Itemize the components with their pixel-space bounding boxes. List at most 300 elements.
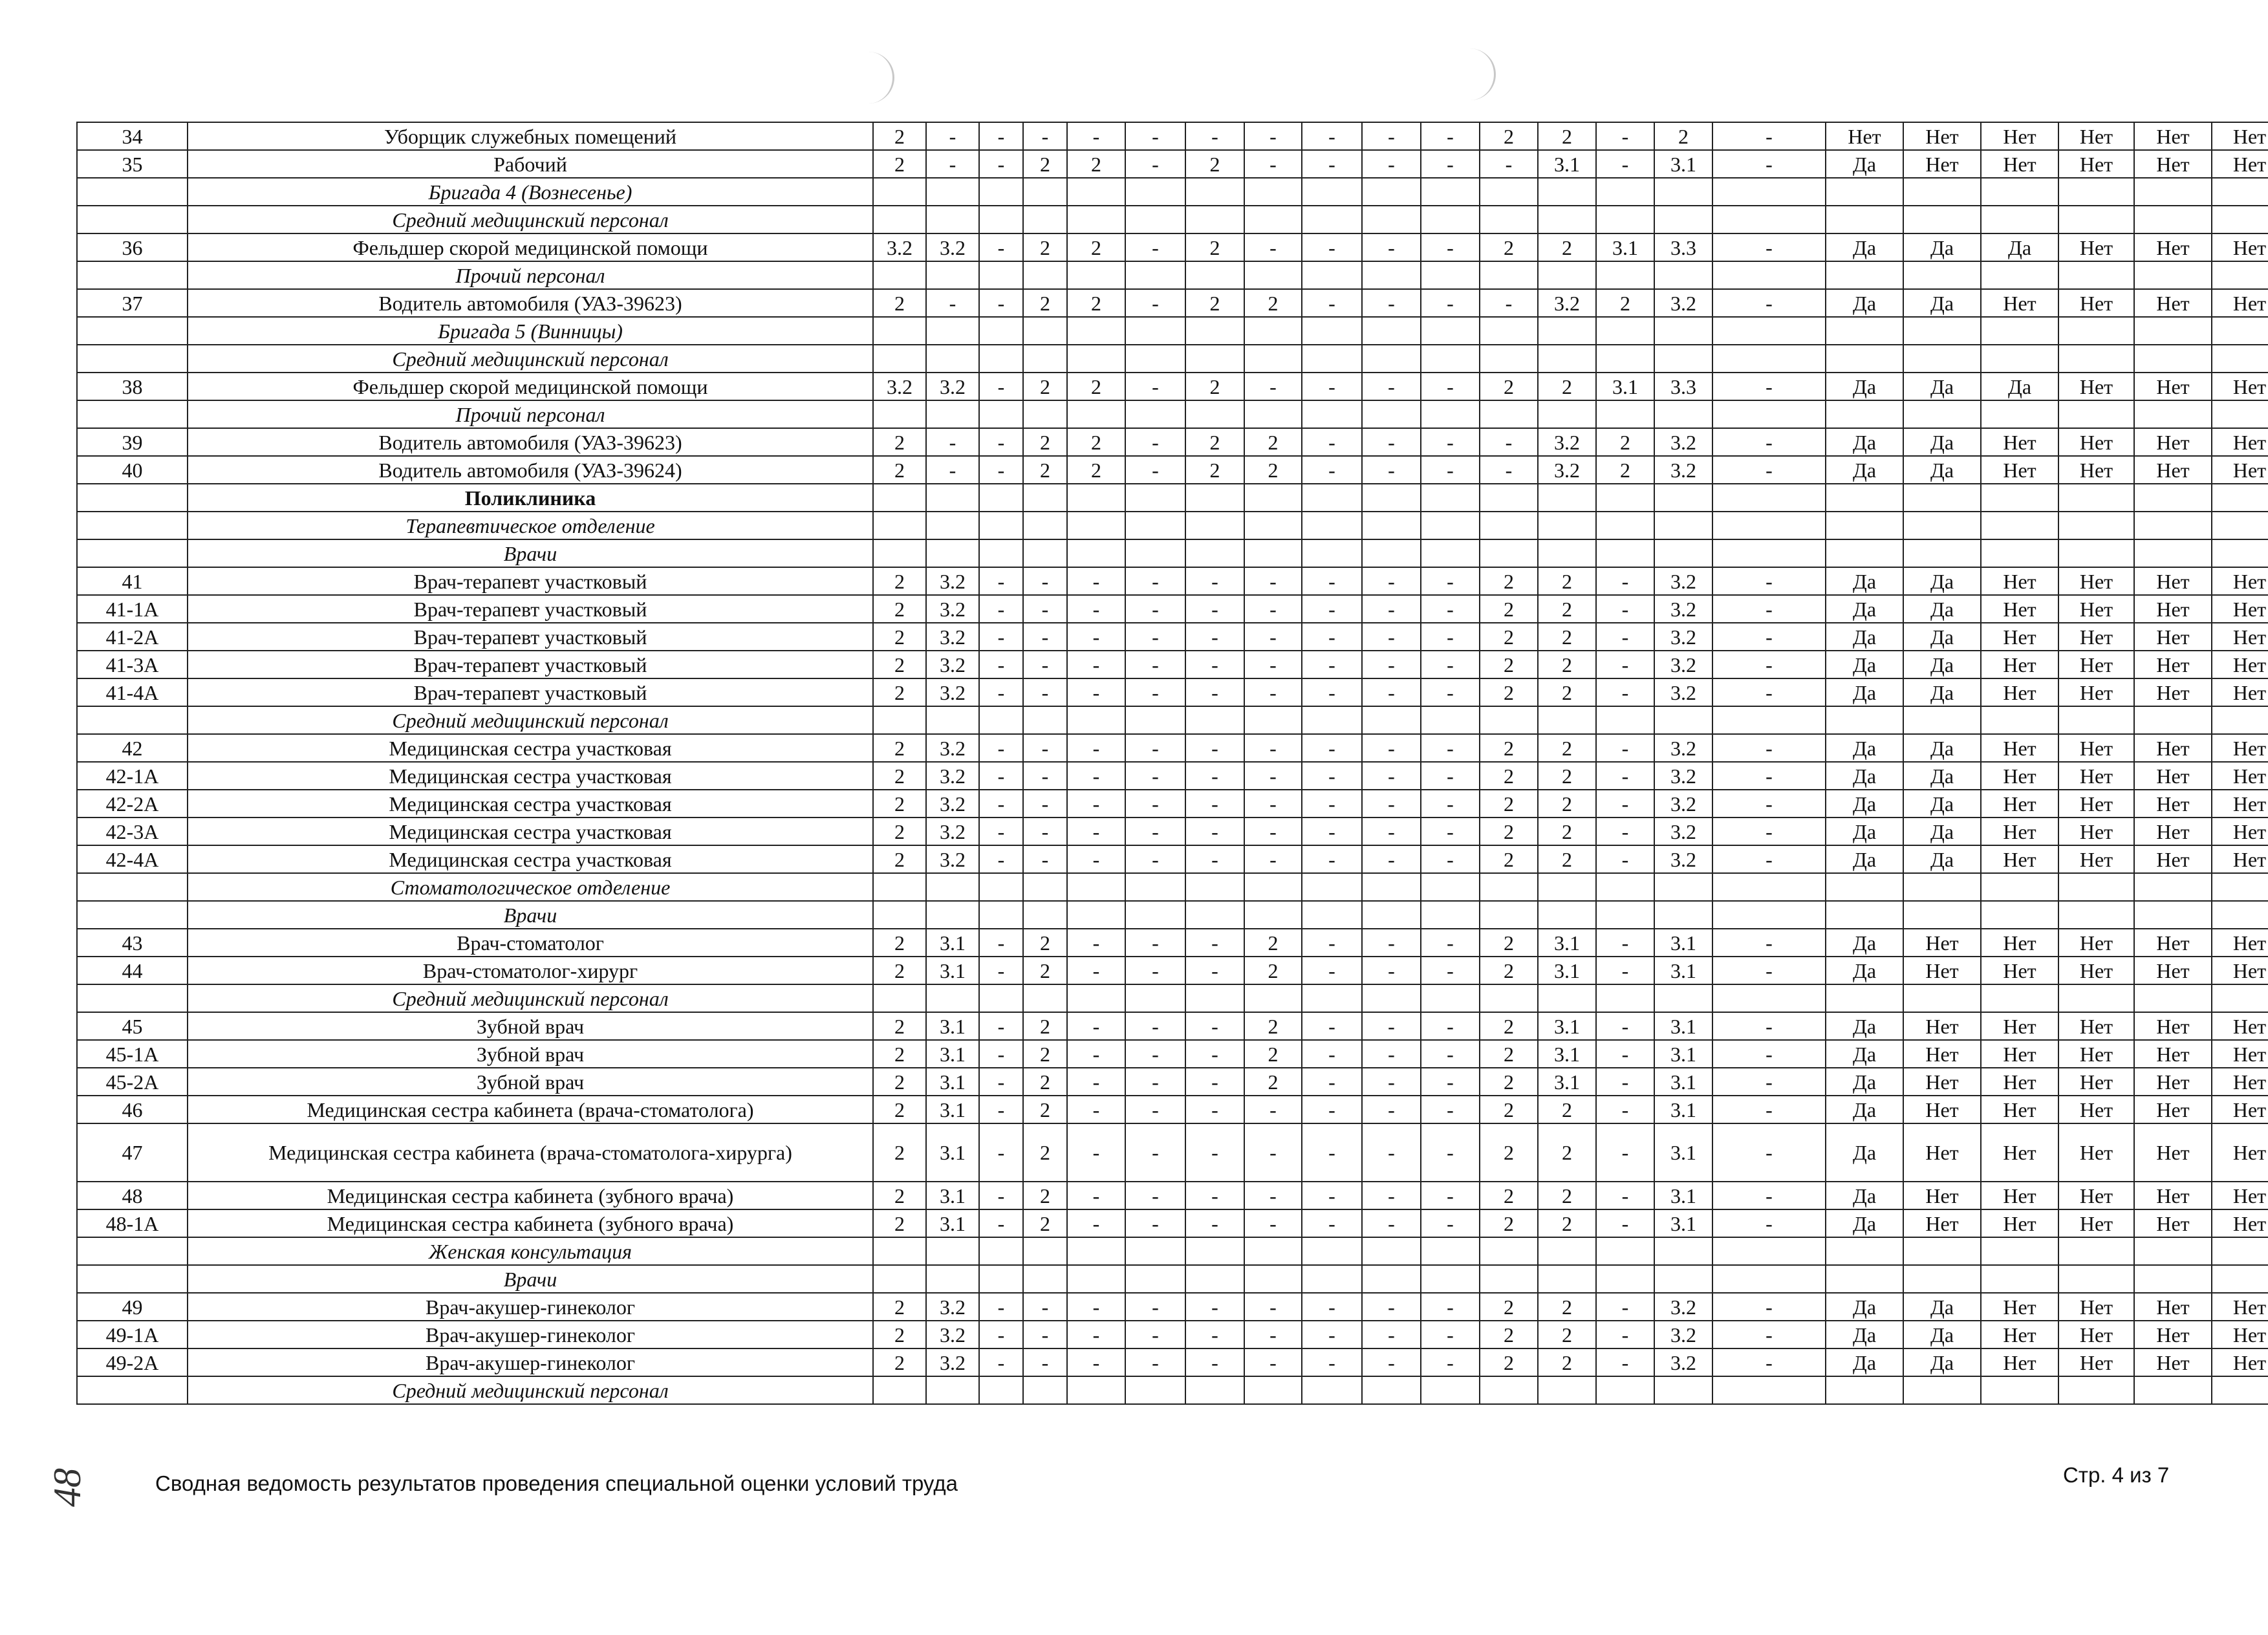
value-cell: -: [1244, 1182, 1302, 1209]
value-cell: Да: [1903, 1321, 1981, 1348]
value-cell: 2: [1480, 233, 1538, 261]
row-number-cell: 46: [77, 1096, 188, 1123]
value-cell: -: [1480, 150, 1538, 178]
table-section-row: [77, 178, 2268, 206]
value-cell: Да: [1903, 595, 1981, 623]
row-number-cell: [77, 178, 188, 206]
section-label-cell: Средний медицинский персонал: [188, 206, 873, 233]
value-cell: -: [1421, 1321, 1480, 1348]
value-cell: -: [1185, 678, 1244, 706]
department-heading-cell: Поликлиника: [188, 484, 873, 512]
value-cell: [1903, 1376, 1981, 1404]
value-cell: -: [1712, 1293, 1826, 1321]
value-cell: [1538, 1237, 1596, 1265]
value-cell: [873, 901, 926, 929]
value-cell: [1362, 706, 1421, 734]
value-cell: -: [979, 122, 1023, 150]
position-name-cell: Врач-терапевт участковый: [188, 595, 873, 623]
value-cell: [1538, 345, 1596, 373]
value-cell: -: [1185, 957, 1244, 984]
value-cell: -: [1125, 1293, 1185, 1321]
value-cell: Да: [1903, 233, 1981, 261]
position-name-cell: Медицинская сестра кабинета (зубного врача): [188, 1209, 873, 1237]
value-cell: -: [1023, 122, 1067, 150]
value-cell: [1826, 484, 1903, 512]
value-cell: [1362, 984, 1421, 1012]
table-row: [77, 651, 2268, 678]
value-cell: 2: [873, 1012, 926, 1040]
value-cell: [1302, 873, 1362, 901]
value-cell: [1185, 206, 1244, 233]
value-cell: [1125, 178, 1185, 206]
value-cell: Да: [1826, 428, 1903, 456]
value-cell: -: [1067, 651, 1125, 678]
value-cell: [1067, 1237, 1125, 1265]
value-cell: [873, 261, 926, 289]
value-cell: -: [979, 790, 1023, 817]
value-cell: -: [1596, 150, 1654, 178]
table-section-row: [77, 512, 2268, 539]
value-cell: -: [1421, 762, 1480, 790]
value-cell: Нет: [2058, 1068, 2134, 1096]
value-cell: -: [1125, 1123, 1185, 1182]
value-cell: 2: [1480, 678, 1538, 706]
value-cell: [1596, 1237, 1654, 1265]
value-cell: [1981, 984, 2058, 1012]
value-cell: 3.2: [926, 734, 979, 762]
value-cell: 2: [1067, 428, 1125, 456]
value-cell: [2058, 1265, 2134, 1293]
value-cell: 3.1: [926, 1209, 979, 1237]
value-cell: Да: [1826, 1209, 1903, 1237]
value-cell: [1480, 484, 1538, 512]
value-cell: 2: [1538, 595, 1596, 623]
value-cell: [1538, 1265, 1596, 1293]
value-cell: 3.2: [1654, 623, 1712, 651]
value-cell: [1654, 512, 1712, 539]
value-cell: -: [1362, 1209, 1421, 1237]
value-cell: [873, 512, 926, 539]
row-number-cell: 41-3А: [77, 651, 188, 678]
value-cell: [926, 1265, 979, 1293]
value-cell: [873, 317, 926, 345]
value-cell: 2: [1067, 233, 1125, 261]
handwritten-page-note: 48: [46, 1468, 89, 1507]
value-cell: [1421, 400, 1480, 428]
value-cell: -: [1302, 1293, 1362, 1321]
row-number-cell: 34: [77, 122, 188, 150]
value-cell: Нет: [2058, 734, 2134, 762]
value-cell: Нет: [2212, 289, 2268, 317]
value-cell: -: [1712, 762, 1826, 790]
value-cell: 2: [1023, 957, 1067, 984]
value-cell: Нет: [2212, 790, 2268, 817]
value-cell: -: [1302, 929, 1362, 957]
value-cell: 2: [1023, 456, 1067, 484]
value-cell: [1480, 317, 1538, 345]
value-cell: -: [1185, 817, 1244, 845]
value-cell: 3.2: [1654, 1348, 1712, 1376]
value-cell: Нет: [1981, 289, 2058, 317]
value-cell: 2: [1480, 845, 1538, 873]
value-cell: 2: [873, 456, 926, 484]
value-cell: Нет: [2134, 790, 2212, 817]
value-cell: [1023, 345, 1067, 373]
value-cell: [1480, 345, 1538, 373]
value-cell: [1067, 984, 1125, 1012]
position-name-cell: Врач-стоматолог: [188, 929, 873, 957]
row-number-cell: 48: [77, 1182, 188, 1209]
value-cell: [1903, 178, 1981, 206]
value-cell: [1903, 345, 1981, 373]
value-cell: Да: [1903, 1293, 1981, 1321]
value-cell: -: [979, 1209, 1023, 1237]
value-cell: -: [1712, 1123, 1826, 1182]
value-cell: [2212, 539, 2268, 567]
value-cell: 2: [1538, 651, 1596, 678]
table-row: [77, 1068, 2268, 1096]
value-cell: 3.1: [926, 957, 979, 984]
value-cell: [1712, 317, 1826, 345]
value-cell: Нет: [1826, 122, 1903, 150]
value-cell: -: [979, 1096, 1023, 1123]
value-cell: Нет: [2134, 233, 2212, 261]
value-cell: Нет: [2058, 595, 2134, 623]
value-cell: [1654, 178, 1712, 206]
value-cell: -: [1067, 1293, 1125, 1321]
value-cell: [979, 261, 1023, 289]
value-cell: -: [1067, 762, 1125, 790]
row-number-cell: 35: [77, 150, 188, 178]
value-cell: -: [1185, 1012, 1244, 1040]
value-cell: [2212, 873, 2268, 901]
value-cell: -: [1125, 428, 1185, 456]
value-cell: -: [1302, 1096, 1362, 1123]
value-cell: Нет: [2134, 1293, 2212, 1321]
value-cell: -: [1067, 929, 1125, 957]
value-cell: 3.1: [1654, 150, 1712, 178]
value-cell: 3.1: [1654, 1012, 1712, 1040]
value-cell: 3.2: [1654, 790, 1712, 817]
value-cell: Нет: [2134, 1348, 2212, 1376]
row-number-cell: [77, 901, 188, 929]
value-cell: Да: [1826, 456, 1903, 484]
value-cell: 2: [873, 623, 926, 651]
value-cell: [2212, 178, 2268, 206]
value-cell: [2212, 512, 2268, 539]
value-cell: -: [1362, 817, 1421, 845]
value-cell: -: [1596, 1348, 1654, 1376]
footer-document-title: Сводная ведомость результатов проведения специальной оценки условий труда: [155, 1471, 958, 1495]
value-cell: -: [1362, 1348, 1421, 1376]
value-cell: [1023, 206, 1067, 233]
value-cell: [1596, 345, 1654, 373]
value-cell: -: [926, 150, 979, 178]
value-cell: 3.2: [926, 233, 979, 261]
value-cell: -: [1712, 1040, 1826, 1068]
value-cell: -: [1421, 734, 1480, 762]
position-name-cell: Водитель автомобиля (УАЗ-39624): [188, 456, 873, 484]
value-cell: [979, 206, 1023, 233]
value-cell: [1185, 261, 1244, 289]
value-cell: [2212, 484, 2268, 512]
row-number-cell: 47: [77, 1123, 188, 1182]
position-name-cell: Фельдшер скорой медицинской помощи: [188, 233, 873, 261]
value-cell: [1185, 484, 1244, 512]
value-cell: -: [1302, 1068, 1362, 1096]
value-cell: 2: [1244, 1040, 1302, 1068]
value-cell: [1125, 901, 1185, 929]
value-cell: [1023, 261, 1067, 289]
value-cell: -: [1712, 1182, 1826, 1209]
value-cell: [1712, 512, 1826, 539]
value-cell: [1185, 512, 1244, 539]
value-cell: 2: [873, 678, 926, 706]
value-cell: [1421, 873, 1480, 901]
value-cell: Нет: [1981, 1040, 2058, 1068]
value-cell: Нет: [2212, 762, 2268, 790]
value-cell: -: [979, 150, 1023, 178]
value-cell: Нет: [2134, 1209, 2212, 1237]
value-cell: [1981, 317, 2058, 345]
position-name-cell: Медицинская сестра участковая: [188, 845, 873, 873]
value-cell: [1023, 317, 1067, 345]
value-cell: 3.1: [926, 1012, 979, 1040]
value-cell: [1712, 400, 1826, 428]
position-name-cell: Врач-терапевт участковый: [188, 623, 873, 651]
value-cell: 2: [873, 790, 926, 817]
value-cell: [1302, 261, 1362, 289]
value-cell: -: [1185, 1321, 1244, 1348]
position-name-cell: Водитель автомобиля (УАЗ-39623): [188, 289, 873, 317]
value-cell: 3.1: [926, 1040, 979, 1068]
table-section-row: [77, 261, 2268, 289]
value-cell: 2: [1538, 734, 1596, 762]
value-cell: [1596, 484, 1654, 512]
position-name-cell: Врач-акушер-гинеколог: [188, 1293, 873, 1321]
value-cell: [979, 873, 1023, 901]
value-cell: -: [1421, 150, 1480, 178]
row-number-cell: 41: [77, 567, 188, 595]
value-cell: 2: [873, 567, 926, 595]
value-cell: Нет: [2134, 623, 2212, 651]
value-cell: Нет: [2134, 373, 2212, 400]
value-cell: [873, 873, 926, 901]
value-cell: -: [1596, 1123, 1654, 1182]
value-cell: [1023, 1237, 1067, 1265]
punch-mark-left: [867, 52, 894, 103]
value-cell: 2: [1023, 1040, 1067, 1068]
value-cell: 2: [1538, 817, 1596, 845]
value-cell: -: [1712, 456, 1826, 484]
value-cell: Нет: [1981, 817, 2058, 845]
value-cell: [1362, 901, 1421, 929]
value-cell: -: [1596, 1040, 1654, 1068]
value-cell: [1023, 706, 1067, 734]
value-cell: [873, 178, 926, 206]
value-cell: 2: [873, 122, 926, 150]
value-cell: -: [1362, 734, 1421, 762]
value-cell: -: [1712, 790, 1826, 817]
value-cell: -: [1596, 1209, 1654, 1237]
value-cell: [1903, 901, 1981, 929]
value-cell: -: [1302, 623, 1362, 651]
value-cell: -: [1125, 762, 1185, 790]
value-cell: [2134, 317, 2212, 345]
value-cell: Нет: [2134, 929, 2212, 957]
value-cell: [1023, 1376, 1067, 1404]
value-cell: [1903, 539, 1981, 567]
value-cell: 2: [873, 428, 926, 456]
value-cell: Нет: [2058, 817, 2134, 845]
value-cell: Нет: [1903, 1096, 1981, 1123]
value-cell: [1244, 345, 1302, 373]
value-cell: [1480, 206, 1538, 233]
value-cell: Нет: [2212, 845, 2268, 873]
value-cell: [1981, 400, 2058, 428]
table-section-row: [77, 873, 2268, 901]
value-cell: Да: [1826, 1068, 1903, 1096]
value-cell: Да: [1826, 1012, 1903, 1040]
value-cell: -: [1302, 1209, 1362, 1237]
value-cell: [1067, 484, 1125, 512]
value-cell: [873, 539, 926, 567]
value-cell: -: [1596, 1182, 1654, 1209]
value-cell: [1023, 901, 1067, 929]
value-cell: -: [1712, 678, 1826, 706]
value-cell: 2: [1538, 567, 1596, 595]
row-number-cell: 49-1А: [77, 1321, 188, 1348]
value-cell: Нет: [1903, 150, 1981, 178]
value-cell: [2134, 1376, 2212, 1404]
value-cell: Нет: [1981, 567, 2058, 595]
position-name-cell: Медицинская сестра участковая: [188, 790, 873, 817]
value-cell: Нет: [2058, 929, 2134, 957]
value-cell: 2: [1244, 456, 1302, 484]
value-cell: 3.2: [1654, 595, 1712, 623]
value-cell: -: [979, 762, 1023, 790]
value-cell: 3.2: [1654, 428, 1712, 456]
value-cell: -: [1302, 1182, 1362, 1209]
value-cell: 3.2: [1654, 678, 1712, 706]
value-cell: [1826, 512, 1903, 539]
value-cell: 2: [1023, 373, 1067, 400]
value-cell: -: [1023, 1348, 1067, 1376]
value-cell: [1067, 901, 1125, 929]
section-label-cell: Терапевтическое отделение: [188, 512, 873, 539]
value-cell: 3.2: [1654, 734, 1712, 762]
value-cell: Да: [1826, 1321, 1903, 1348]
value-cell: [1244, 178, 1302, 206]
value-cell: [979, 512, 1023, 539]
value-cell: -: [1244, 150, 1302, 178]
value-cell: [2058, 539, 2134, 567]
value-cell: [1362, 539, 1421, 567]
value-cell: -: [1421, 373, 1480, 400]
value-cell: [1538, 261, 1596, 289]
table-row: [77, 1012, 2268, 1040]
value-cell: [1185, 1237, 1244, 1265]
value-cell: [1023, 400, 1067, 428]
value-cell: Нет: [2212, 428, 2268, 456]
value-cell: 2: [1480, 957, 1538, 984]
value-cell: [979, 484, 1023, 512]
value-cell: -: [1067, 1348, 1125, 1376]
value-cell: Нет: [1981, 1293, 2058, 1321]
row-number-cell: 41-4А: [77, 678, 188, 706]
value-cell: [1596, 178, 1654, 206]
value-cell: [1826, 873, 1903, 901]
value-cell: Да: [1826, 1182, 1903, 1209]
value-cell: [1023, 873, 1067, 901]
table-section-row: [77, 984, 2268, 1012]
value-cell: 3.2: [1538, 456, 1596, 484]
value-cell: -: [979, 651, 1023, 678]
value-cell: Да: [1903, 456, 1981, 484]
value-cell: -: [1185, 1096, 1244, 1123]
value-cell: Нет: [2212, 957, 2268, 984]
value-cell: 2: [1244, 428, 1302, 456]
value-cell: -: [1712, 289, 1826, 317]
value-cell: Нет: [2058, 233, 2134, 261]
value-cell: -: [1125, 1068, 1185, 1096]
value-cell: Нет: [2212, 233, 2268, 261]
value-cell: [1596, 317, 1654, 345]
value-cell: -: [1023, 762, 1067, 790]
value-cell: -: [1712, 1321, 1826, 1348]
value-cell: [2212, 1376, 2268, 1404]
value-cell: [1421, 261, 1480, 289]
value-cell: -: [979, 233, 1023, 261]
value-cell: Нет: [1981, 1012, 2058, 1040]
value-cell: [1826, 400, 1903, 428]
position-name-cell: Водитель автомобиля (УАЗ-39623): [188, 428, 873, 456]
value-cell: -: [979, 1040, 1023, 1068]
value-cell: -: [1362, 845, 1421, 873]
value-cell: -: [1421, 651, 1480, 678]
value-cell: -: [1125, 957, 1185, 984]
value-cell: [1538, 484, 1596, 512]
value-cell: -: [1362, 456, 1421, 484]
value-cell: [1067, 317, 1125, 345]
value-cell: -: [1125, 1182, 1185, 1209]
value-cell: Нет: [2058, 1348, 2134, 1376]
value-cell: 2: [1538, 678, 1596, 706]
value-cell: [1981, 873, 2058, 901]
value-cell: -: [979, 289, 1023, 317]
value-cell: -: [1302, 233, 1362, 261]
value-cell: [2212, 317, 2268, 345]
value-cell: -: [1244, 790, 1302, 817]
value-cell: 3.1: [1654, 1123, 1712, 1182]
row-number-cell: 37: [77, 289, 188, 317]
value-cell: [1244, 317, 1302, 345]
position-name-cell: Врач-терапевт участковый: [188, 651, 873, 678]
value-cell: 2: [1023, 150, 1067, 178]
value-cell: Нет: [1981, 929, 2058, 957]
value-cell: -: [1244, 817, 1302, 845]
row-number-cell: 42: [77, 734, 188, 762]
value-cell: -: [1480, 289, 1538, 317]
value-cell: Нет: [1981, 1321, 2058, 1348]
value-cell: [873, 484, 926, 512]
value-cell: Нет: [2058, 1293, 2134, 1321]
value-cell: [1903, 261, 1981, 289]
value-cell: [2134, 178, 2212, 206]
value-cell: -: [1421, 1348, 1480, 1376]
value-cell: -: [1023, 651, 1067, 678]
position-name-cell: Медицинская сестра кабинета (врача-стоматолога): [188, 1096, 873, 1123]
